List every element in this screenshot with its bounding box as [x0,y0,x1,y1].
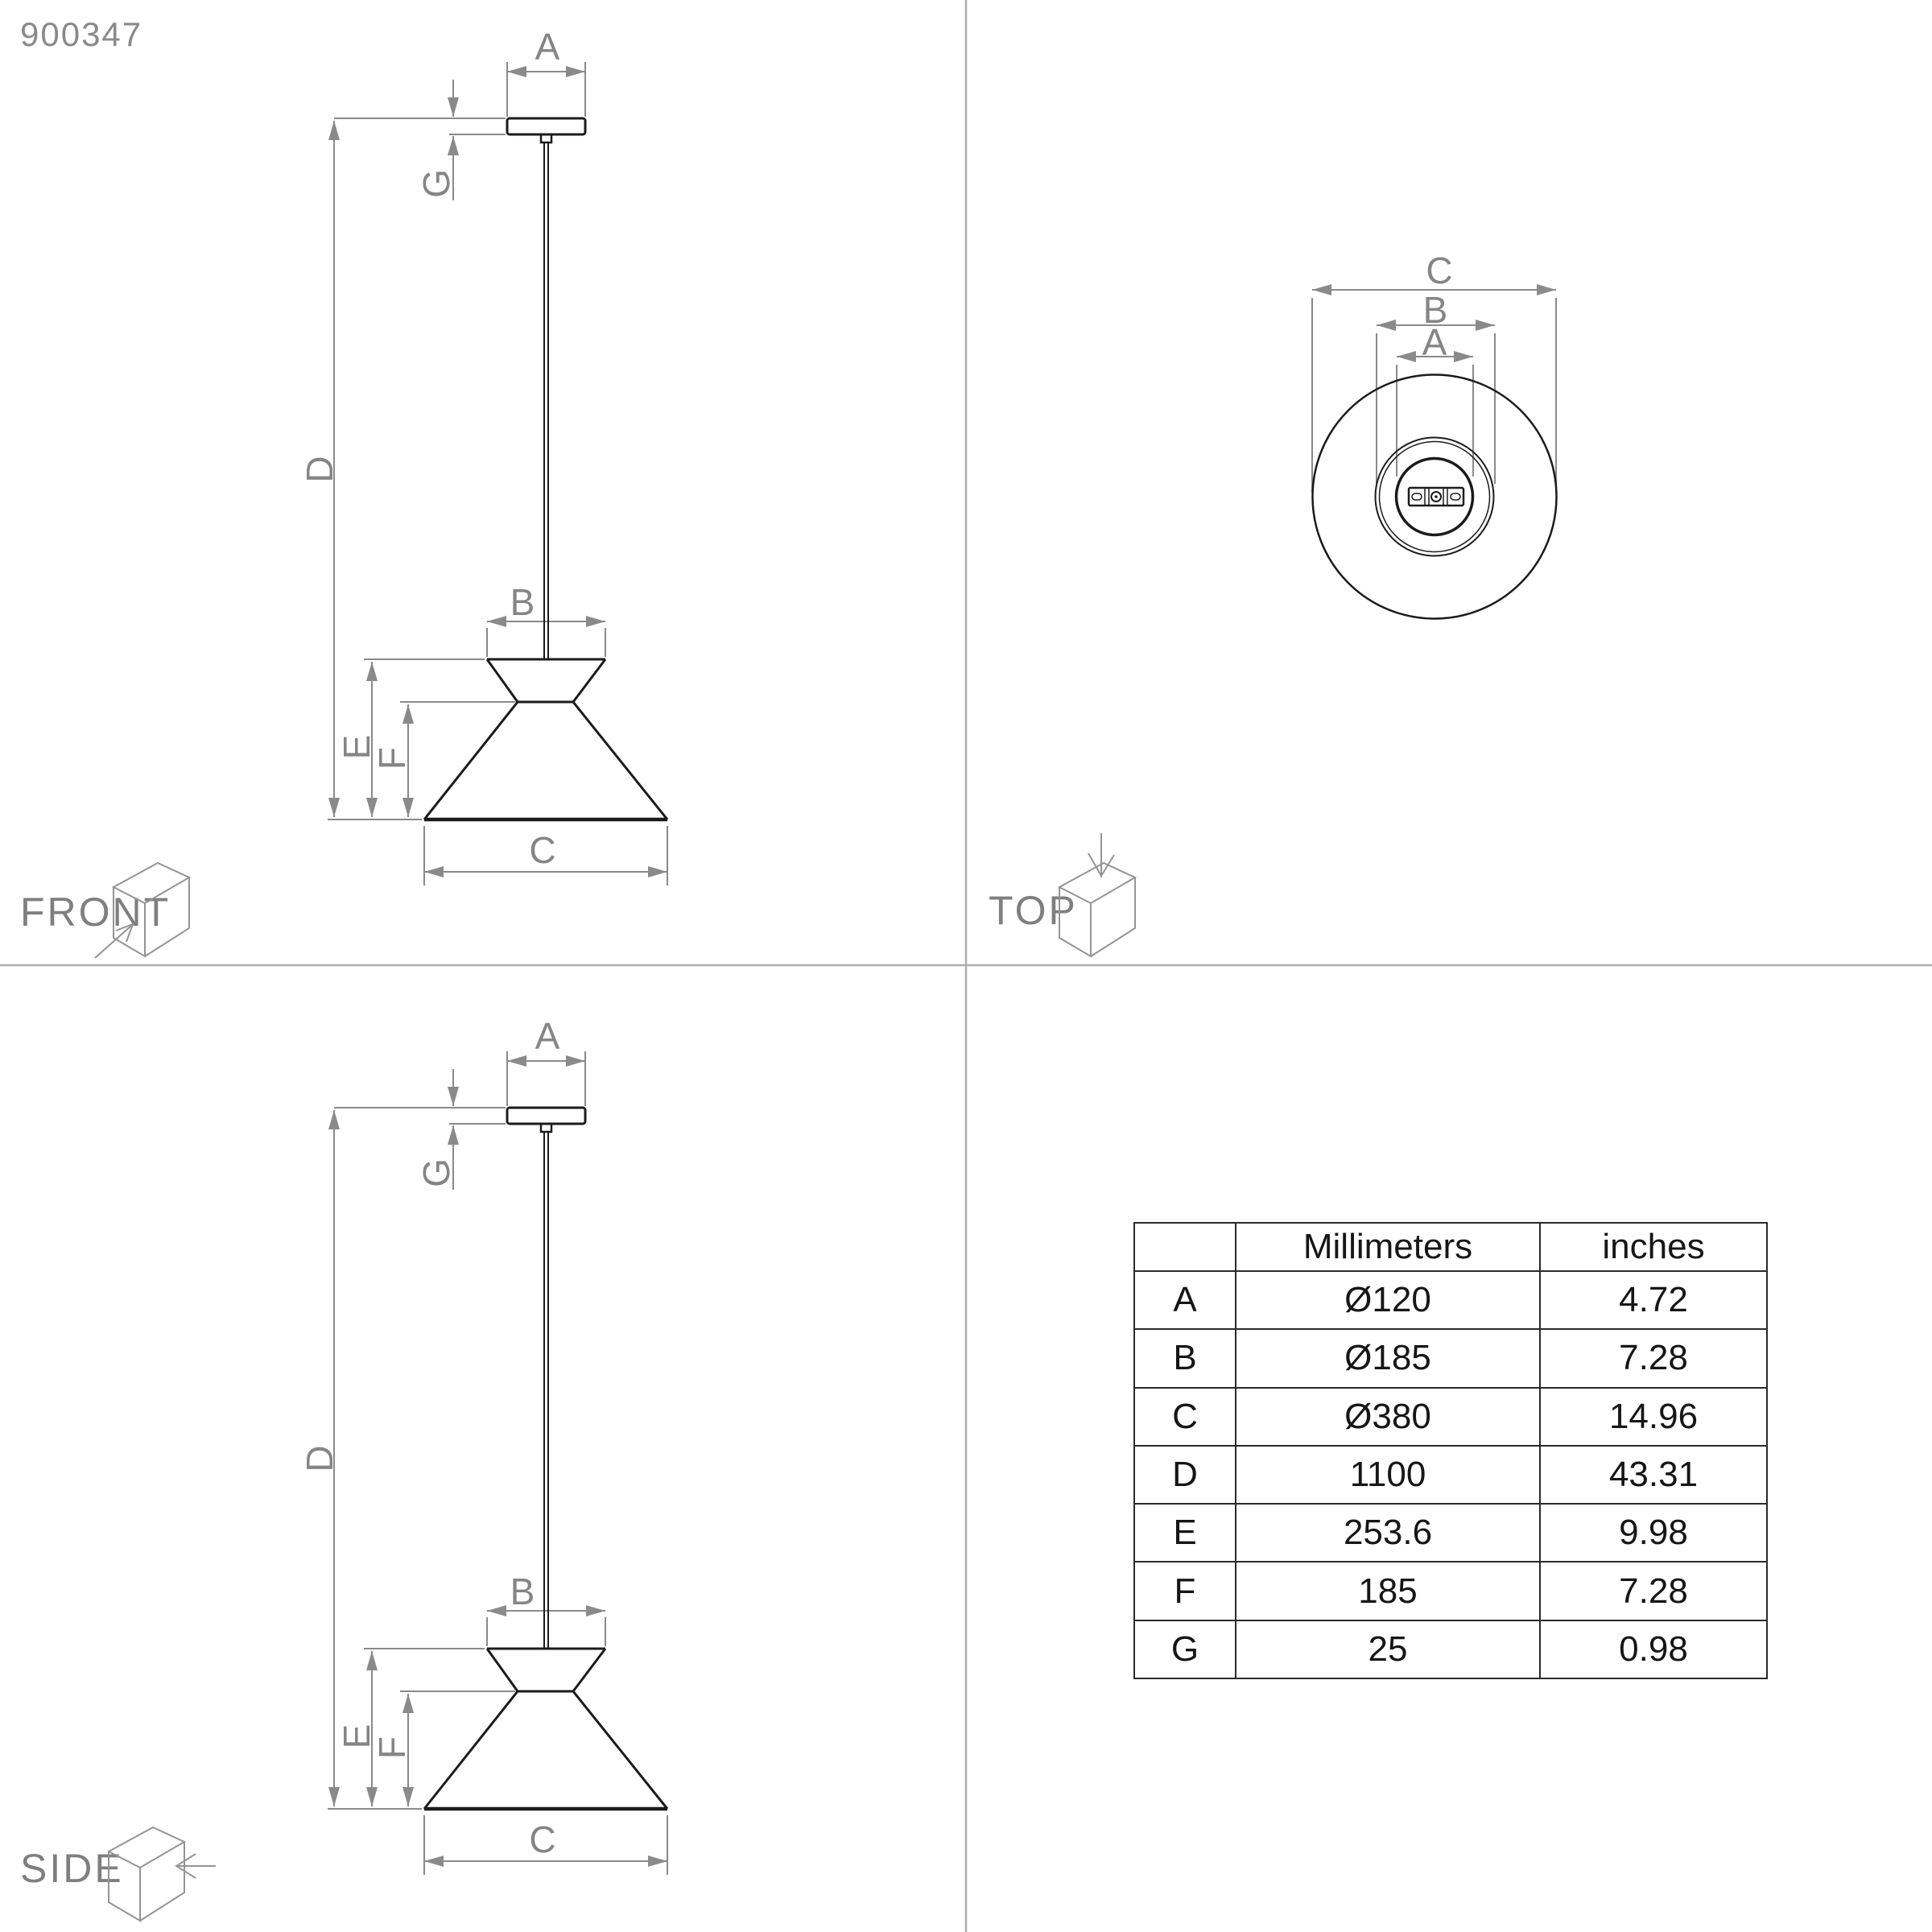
dim-letter-cell: D [1134,1446,1236,1504]
front-lamp-outline [424,118,667,819]
table-row [1134,1620,1767,1678]
table-row [1134,1562,1767,1620]
dim-label-d-side: D [299,1445,341,1472]
canopy [507,118,585,134]
dim-letter-cell: F [1134,1562,1236,1620]
table-corner-cell [1134,1223,1236,1271]
bracket-slot-left [1412,493,1422,500]
shade-outer-circle [1313,375,1557,619]
side-dimension-labels [299,1015,560,1860]
side-view-cube-icon [109,1827,216,1921]
dim-label-d-front: D [299,456,341,483]
table-row [1134,1446,1767,1504]
top-view-label: TOP [989,888,1078,933]
dim-inches-cell: 7.28 [1540,1562,1767,1620]
dim-label-e-side: E [336,1724,378,1749]
front-view-label: FRONT [20,890,171,935]
dim-letter-cell: B [1134,1329,1236,1387]
dim-mm-cell: 1100 [1236,1446,1540,1504]
table-row [1134,1329,1767,1387]
dim-letter-cell: C [1134,1388,1236,1446]
dim-label-f-front: F [371,746,413,770]
dim-label-a-front: A [535,26,560,68]
dim-label-c-top: C [1426,250,1453,291]
dim-label-g-side: G [415,1158,457,1187]
table-row [1134,1388,1767,1446]
side-view [20,1015,667,1921]
dim-mm-cell: Ø380 [1236,1388,1540,1446]
dim-label-g-front: G [415,169,457,198]
dim-inches-cell: 43.31 [1540,1446,1767,1504]
dim-mm-cell: 25 [1236,1620,1540,1678]
suspension-wire [544,142,548,658]
suspension-wire-side [544,1132,548,1648]
dim-letter-cell: G [1134,1620,1236,1678]
dim-letter-cell: A [1134,1271,1236,1329]
top-dimension-labels [1422,250,1453,363]
dim-inches-cell: 9.98 [1540,1504,1767,1562]
front-dimension-labels [299,26,560,871]
dim-label-f-side: F [371,1736,413,1760]
upper-rim-outer-circle [1376,438,1494,556]
dim-mm-cell: 185 [1236,1562,1540,1620]
mounting-bracket [1409,488,1463,506]
dim-mm-cell: Ø120 [1236,1271,1540,1329]
table-row [1134,1271,1767,1329]
dim-letter-cell: E [1134,1504,1236,1562]
dim-inches-cell: 4.72 [1540,1271,1767,1329]
shade-side [424,1649,667,1809]
front-view [20,26,667,958]
table-header-inches: inches [1540,1223,1767,1271]
dim-mm-cell: 253.6 [1236,1504,1540,1562]
dimension-table [1133,1222,1768,1679]
dim-label-e-front: E [336,734,378,760]
table-header-row [1134,1223,1767,1271]
shade [424,659,667,819]
dim-inches-cell: 0.98 [1540,1620,1767,1678]
table-row [1134,1504,1767,1562]
dim-mm-cell: Ø185 [1236,1329,1540,1387]
dim-inches-cell: 7.28 [1540,1329,1767,1387]
top-lamp-outline [1313,375,1557,619]
top-view [989,250,1557,956]
dim-label-a-side: A [535,1015,560,1057]
dim-label-c-side: C [529,1818,556,1860]
side-view-label: SIDE [20,1846,124,1891]
side-lamp-outline [424,1108,667,1809]
dim-label-a-top: A [1422,321,1447,363]
table-header-millimeters: Millimeters [1236,1223,1540,1271]
dim-label-c-front: C [529,829,556,871]
dim-inches-cell: 14.96 [1540,1388,1767,1446]
dim-label-b-side: B [510,1571,535,1612]
dim-label-b-top: B [1422,289,1448,331]
bracket-slot-right [1451,493,1460,500]
product-code: 900347 [20,15,143,53]
dim-label-b-front: B [510,581,535,623]
canopy-side [507,1108,585,1124]
